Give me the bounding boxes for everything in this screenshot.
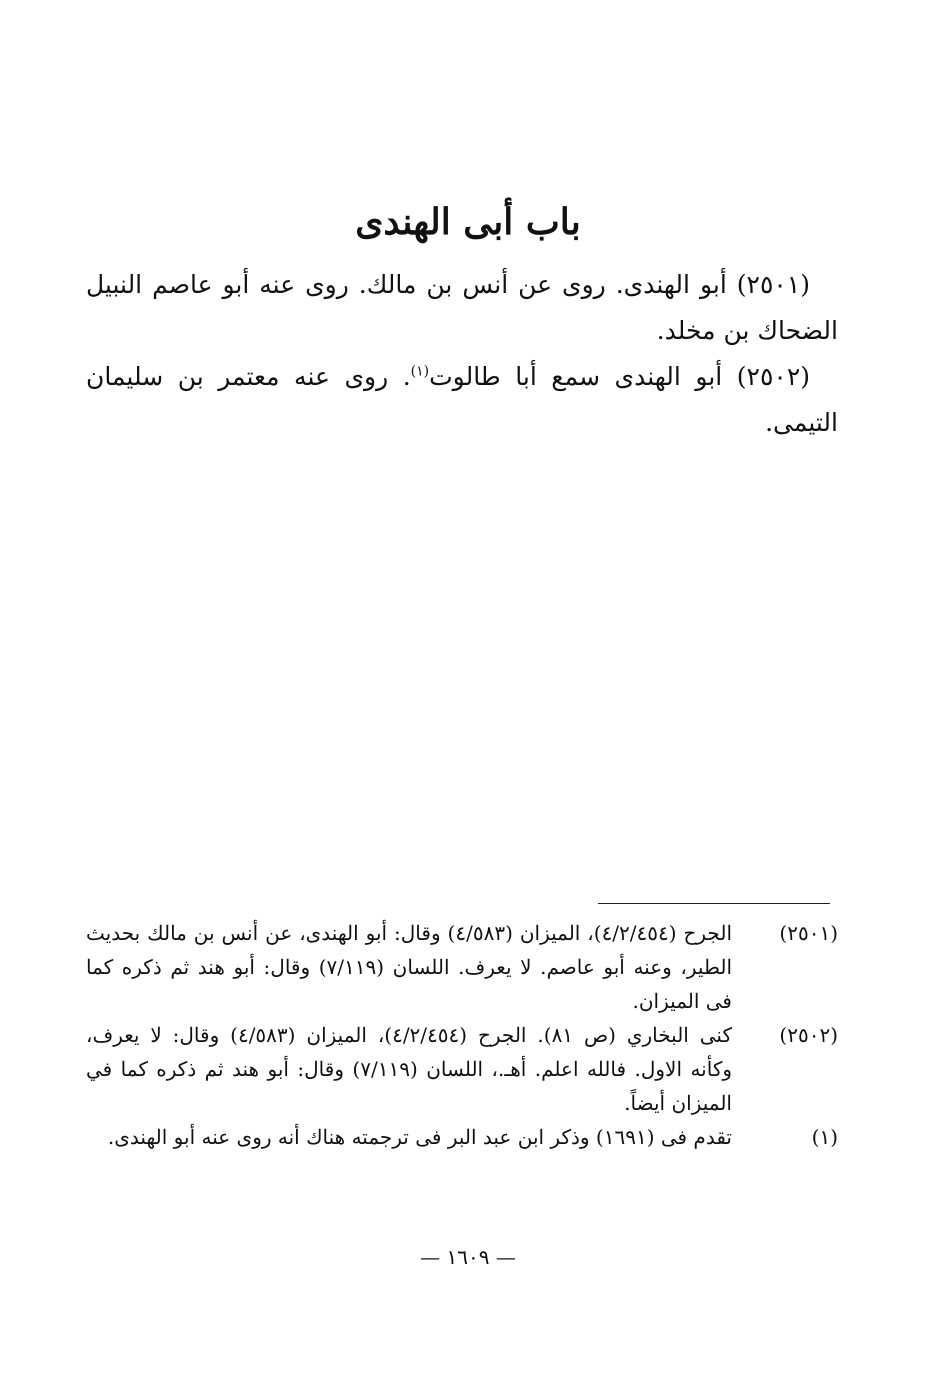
entry-2502-text: (٢٥٠٢) أبو الهندى سمع أبا طالوت: [429, 362, 811, 391]
footnote-divider: [598, 903, 830, 904]
entry-2502-text-end: . روى عنه معتمر بن سليمان التيمى.: [86, 362, 838, 437]
page-number: — ١٦٠٩ —: [420, 1245, 516, 1269]
footnote-text: تقدم فى (١٦٩١) وذكر ابن عبد البر فى ترجمته هناك أنه روى عنه أبو الهندى.: [107, 1125, 732, 1149]
entries-section: [86, 262, 838, 446]
entry-2502: [86, 354, 838, 446]
footnote-key: (٢٥٠١): [779, 921, 838, 945]
footnote-1: [86, 1120, 838, 1154]
footnotes-section: [86, 916, 838, 1154]
footnote-text: كنى البخاري (ص ٨١). الجرح (٤/٢/٤٥٤)، الميزان (٤/٥٨٣) وقال: لا يعرف، وكأنه الاول. فالله اعلم. أهـ.، اللسان (٧/١١٩) وقال: أبو هند ثم ذكره كما في الميزان أيضاً.: [86, 1023, 733, 1115]
footnote-2501: [86, 916, 838, 1018]
page-title: باب أبى الهندى: [355, 201, 581, 244]
footnote-marker: (١): [410, 363, 430, 380]
footnote-key: (٢٥٠٢): [779, 1023, 838, 1047]
footnote-key: (١): [811, 1125, 838, 1149]
footnote-text: الجرح (٤/٢/٤٥٤)، الميزان (٤/٥٨٣) وقال: أبو الهندى، عن أنس بن مالك بحديث الطير، وعنه أبو عاصم. لا يعرف. اللسان (٧/١١٩) وقال: أبو هند ثم ذكره كما فى الميزان.: [86, 921, 733, 1013]
footnote-2502: [86, 1018, 838, 1120]
entry-2501: (٢٥٠١) أبو الهندى. روى عن أنس بن مالك. روى عنه أبو عاصم النبيل الضحاك بن مخلد.: [86, 270, 838, 345]
